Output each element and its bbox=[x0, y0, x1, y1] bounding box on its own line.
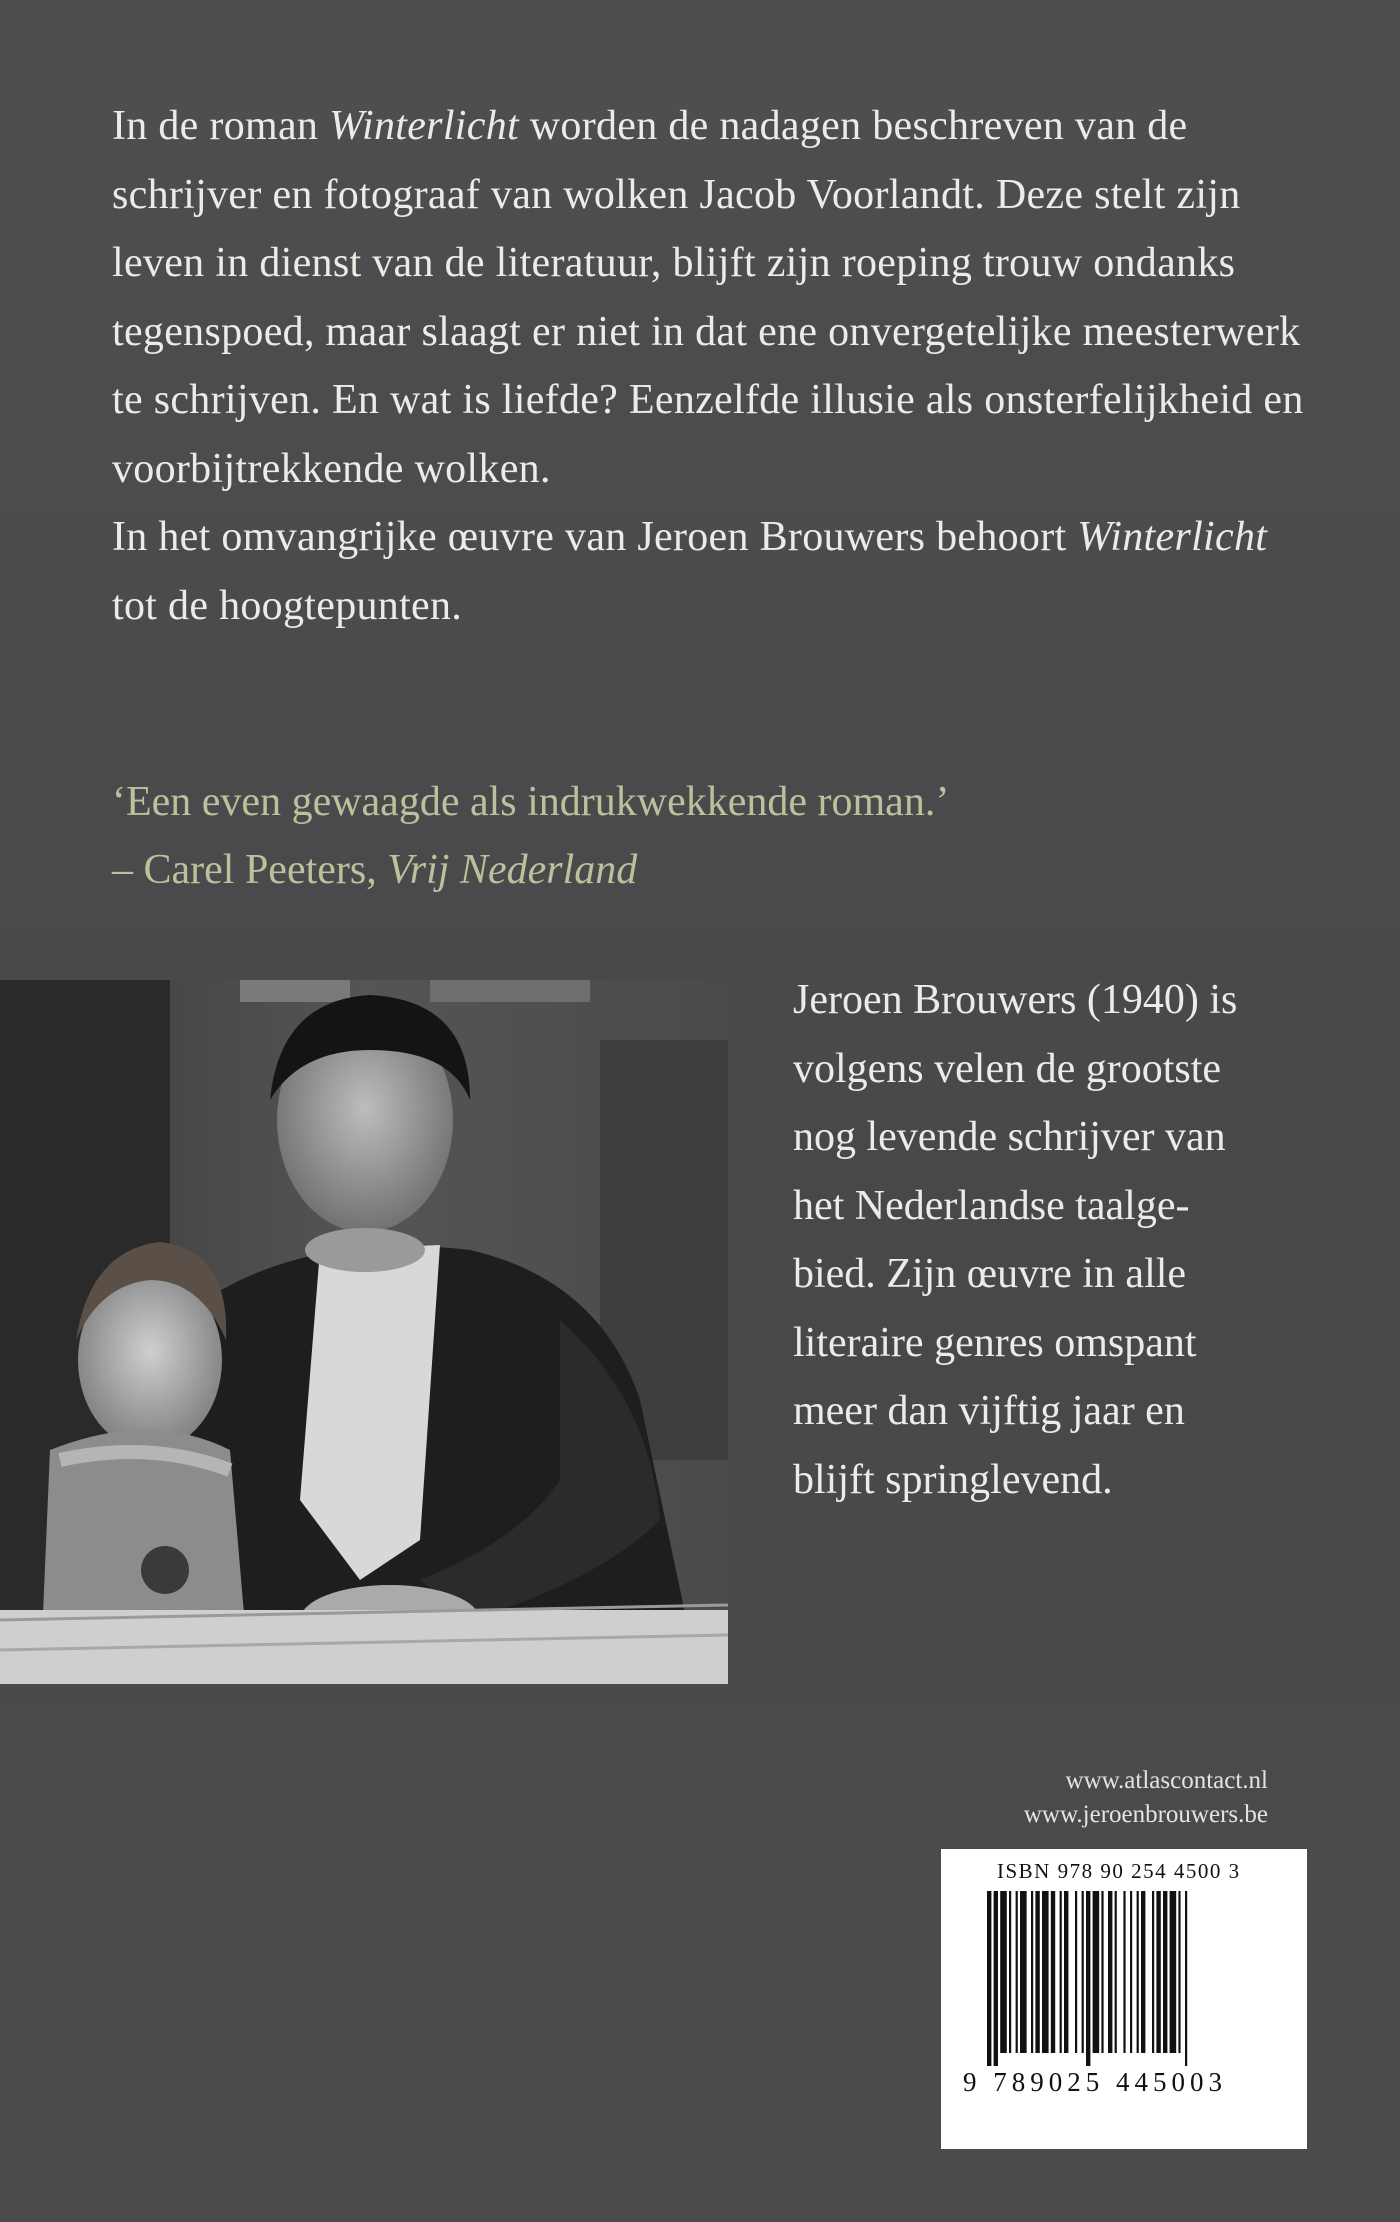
author-photo bbox=[0, 980, 728, 1684]
barcode-bar bbox=[1051, 1891, 1055, 2053]
barcode-bar bbox=[1163, 1891, 1167, 2053]
barcode-bar bbox=[1064, 1891, 1068, 2053]
blurb-text: worden de nadagen beschreven van de schrijver en fotograaf van wolken Jacob Voorlandt. Deze stelt zijn leven in dienst van de literatuur, blijft zijn roeping trouw ondanks tegenspoed, maar slaagt er niet in dat ene onvergetelijke meesterwerk te schrijven. En wat is liefde? Eenzelfde illusie als onsterfelijkheid en voorbijtrekkende wolken. bbox=[112, 103, 1304, 492]
quote-source: Vrij Nederland bbox=[387, 847, 638, 893]
barcode-bar bbox=[1060, 1891, 1062, 2053]
isbn-barcode bbox=[941, 1849, 1307, 2149]
barcode-bar bbox=[1185, 1891, 1187, 2066]
blurb-paragraph-2 bbox=[112, 503, 1312, 640]
barcode-bar bbox=[1020, 1891, 1027, 2053]
barcode-bar bbox=[1075, 1891, 1077, 2053]
quote-attribution bbox=[112, 836, 949, 904]
barcode-bar bbox=[1137, 1891, 1139, 2053]
bio-line: blijft springlevend. bbox=[793, 1456, 1113, 1503]
barcode-bar bbox=[1170, 1891, 1177, 2053]
bio-line: het Nederlandse taalge- bbox=[793, 1182, 1190, 1229]
blurb bbox=[112, 92, 1312, 640]
barcode-bar bbox=[1152, 1891, 1154, 2053]
blurb-paragraph-1 bbox=[112, 92, 1312, 503]
barcode-bar bbox=[1093, 1891, 1100, 2053]
barcode-bars bbox=[987, 1891, 1267, 2066]
author-bio bbox=[793, 966, 1313, 1514]
author-photo-image bbox=[0, 980, 728, 1684]
blurb-text: tot de hoogtepunten. bbox=[112, 582, 463, 629]
barcode-bar bbox=[1000, 1891, 1007, 2053]
ean-digits: 9 789025 445003 bbox=[963, 2067, 1227, 2097]
barcode-bar bbox=[1086, 1891, 1090, 2066]
bio-line: meer dan vijftig jaar en bbox=[793, 1388, 1185, 1434]
bio-line: volgens velen de grootste bbox=[793, 1045, 1222, 1092]
quote-author: – Carel Peeters, bbox=[112, 847, 388, 893]
barcode-bar bbox=[1016, 1891, 1018, 2053]
author-url[interactable]: www.jeroenbrouwers.be bbox=[1023, 1801, 1268, 1828]
publisher-url[interactable]: www.atlascontact.nl bbox=[1065, 1767, 1268, 1794]
barcode-bar bbox=[1130, 1891, 1132, 2053]
isbn-label: ISBN 978 90 254 4500 3 bbox=[997, 1859, 1241, 1883]
barcode-bar bbox=[1108, 1891, 1112, 2053]
barcode-bar bbox=[1156, 1891, 1160, 2053]
publisher-urls bbox=[1024, 1764, 1268, 1832]
quote-text: ‘Een even gewaagde als indrukwekkende roman.’ bbox=[112, 779, 950, 825]
barcode-bar bbox=[1123, 1891, 1125, 2053]
blurb-text: In het omvangrijke œuvre van Jeroen Brouwers behoort bbox=[112, 514, 1078, 560]
bio-line: bied. Zijn œuvre in alle bbox=[793, 1251, 1187, 1297]
barcode-bar bbox=[1101, 1891, 1103, 2053]
barcode-bar bbox=[987, 1891, 991, 2066]
barcode-bar bbox=[994, 1891, 998, 2066]
book-title-italic: Winterlicht bbox=[1077, 514, 1268, 560]
barcode-bar bbox=[1141, 1891, 1145, 2053]
barcode-bar bbox=[1035, 1891, 1039, 2053]
bio-line: literaire genres omspant bbox=[793, 1319, 1197, 1366]
bio-line: Jeroen Brouwers (1940) is bbox=[793, 977, 1238, 1023]
barcode-bar bbox=[1009, 1891, 1011, 2053]
barcode-bar bbox=[1042, 1891, 1049, 2053]
barcode-bar bbox=[1115, 1891, 1117, 2053]
book-title-italic: Winterlicht bbox=[329, 103, 519, 149]
blurb-text: In de roman bbox=[112, 103, 330, 149]
barcode-bar bbox=[1178, 1891, 1180, 2053]
barcode-bar bbox=[1082, 1891, 1084, 2053]
bio-line: nog levende schrijver van bbox=[793, 1114, 1226, 1160]
press-quote bbox=[112, 768, 949, 904]
barcode-bar bbox=[1031, 1891, 1033, 2053]
